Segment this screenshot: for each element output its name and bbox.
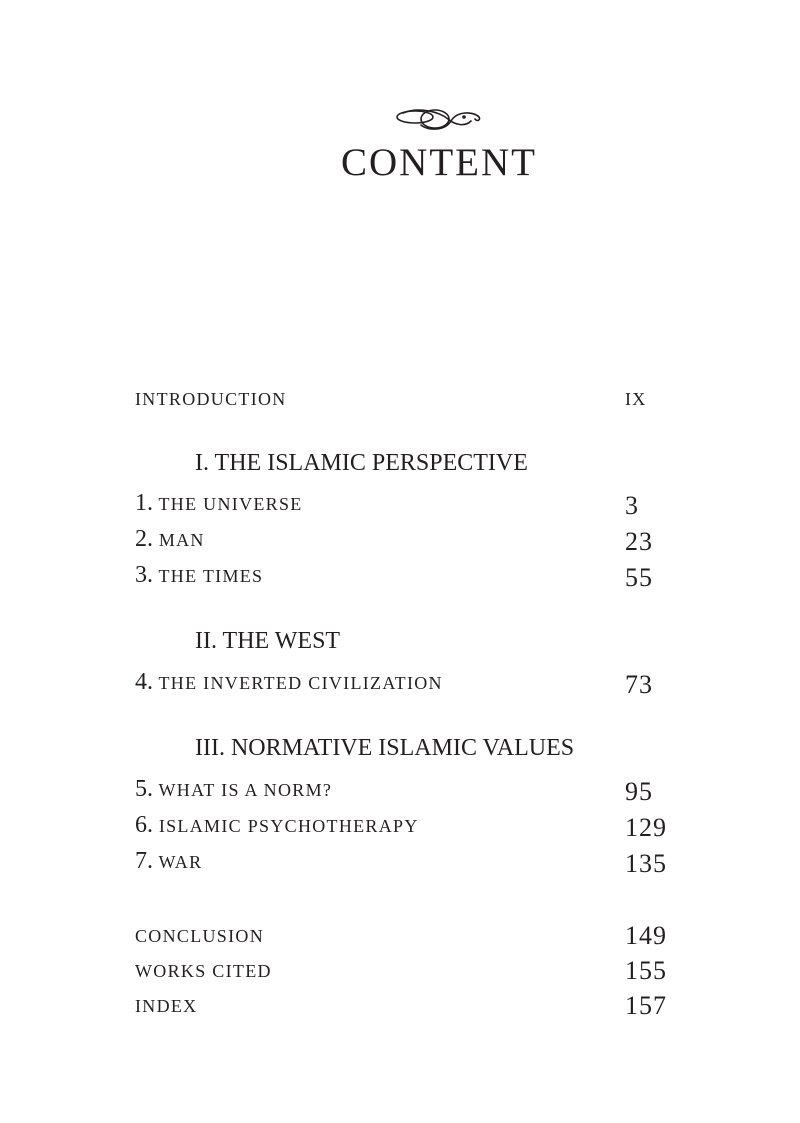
toc-entry-label [135,776,332,803]
toc-entry-page: 157 [625,991,667,1020]
toc-entry-introduction[interactable] [135,380,675,410]
toc-entry-label [135,562,263,589]
part-heading-1: I. THE ISLAMIC PERSPECTIVE [195,450,528,476]
toc-entry-page: 95 [625,777,653,806]
toc-entry-label: INTRODUCTION [135,389,287,409]
chapter-title: THE INVERTED CIVILIZATION [158,673,443,693]
toc-entry-label: WORKS CITED [135,961,272,981]
toc-entry-chapter-7[interactable] [135,845,675,878]
toc-entry-label: INDEX [135,996,198,1016]
toc-entry-label [135,812,419,839]
toc-entry-chapter-1[interactable] [135,487,675,520]
toc-entry-label [135,669,443,696]
toc-entry-page: 73 [625,670,653,699]
toc-entry-works-cited[interactable] [135,952,675,985]
chapter-title: THE UNIVERSE [158,494,303,514]
page-title: CONTENT [341,141,537,184]
part-heading-2: II. THE WEST [195,628,341,654]
toc-entry-page: 149 [625,921,667,950]
chapter-title: WHAT IS A NORM? [158,780,333,800]
toc-entry-chapter-6[interactable] [135,809,675,842]
chapter-title: ISLAMIC PSYCHOTHERAPY [158,816,419,836]
chapter-title: MAN [158,530,205,550]
toc-entry-conclusion[interactable] [135,917,675,950]
toc-entry-page: 135 [625,849,667,878]
chapter-number: 7. [135,848,153,874]
chapter-number: 1. [135,490,153,516]
chapter-number: 6. [135,812,153,838]
flourish-ornament-icon [393,105,485,135]
toc-entry-page: IX [625,389,647,409]
toc-entry-page: 55 [625,563,653,592]
toc-entry-chapter-4[interactable] [135,666,675,699]
chapter-number: 5. [135,776,153,802]
toc-entry-page: 129 [625,813,667,842]
chapter-number: 4. [135,669,153,695]
toc-entry-chapter-5[interactable] [135,773,675,806]
toc-entry-index[interactable] [135,987,675,1020]
toc-entry-page: 23 [625,527,653,556]
chapter-number: 2. [135,526,153,552]
chapter-number: 3. [135,562,153,588]
toc-entry-page: 3 [625,491,639,520]
chapter-title: WAR [158,852,203,872]
toc-entry-label [135,526,205,553]
toc-entry-label [135,848,202,875]
toc-entry-chapter-3[interactable] [135,559,675,592]
toc-entry-label: CONCLUSION [135,926,265,946]
chapter-title: THE TIMES [158,566,264,586]
toc-entry-chapter-2[interactable] [135,523,675,556]
toc-entry-page: 155 [625,956,667,985]
toc-entry-label [135,490,303,517]
part-heading-3: III. NORMATIVE ISLAMIC VALUES [195,735,575,761]
